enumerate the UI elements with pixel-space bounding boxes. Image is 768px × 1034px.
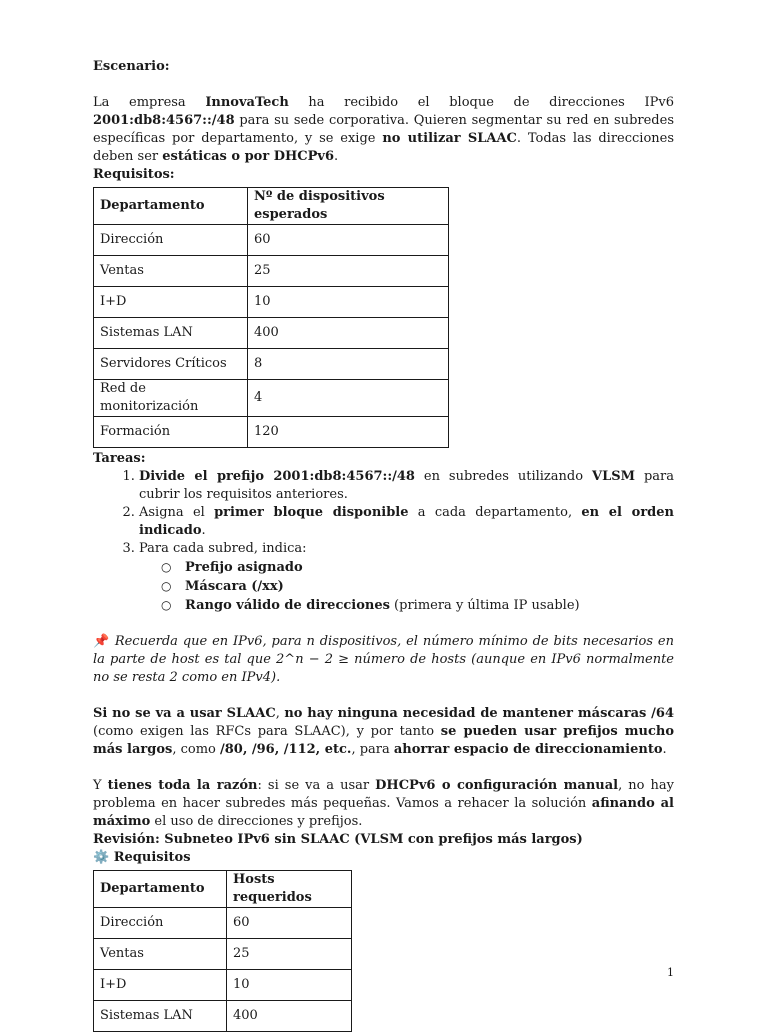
intro-paragraph: La empresa InnovaTech ha recibido el bloque de direcciones IPv6 2001:db8:4567::/48 para su sede corporativa. Quieren segmentar su red en subredes específicas por departamento, y se exige no utilizar SLAAC. Todas las direcciones deben ser estáticas o por DHCPv6. bbox=[93, 95, 675, 164]
table-cell: Sistemas LAN bbox=[94, 318, 248, 349]
table-cell: 25 bbox=[227, 939, 352, 970]
requisitos-heading: Requisitos: bbox=[93, 167, 175, 182]
table-row bbox=[94, 380, 449, 417]
list-item: 1. Divide el prefijo 2001:db8:4567::/48 en subredes utilizando VLSM para cubrir los requisitos anteriores. bbox=[139, 468, 674, 504]
table-cell: 10 bbox=[227, 970, 352, 1001]
table-row bbox=[94, 908, 352, 939]
slaac-paragraph: Si no se va a usar SLAAC, no hay ninguna necesidad de mantener máscaras /64 (como exigen las RFCs para SLAAC), y por tanto se pueden usar prefijos mucho más largos, como /80, /96, /112, etc., para ahorrar espacio de direccionamiento. bbox=[93, 706, 675, 757]
table-row bbox=[94, 349, 449, 380]
table-cell: Red de monitorización bbox=[94, 380, 248, 417]
table-cell: 60 bbox=[227, 908, 352, 939]
table-row bbox=[94, 225, 449, 256]
list-item: ○ Rango válido de direcciones (primera y última IP usable) bbox=[185, 596, 674, 615]
table-cell: 400 bbox=[248, 318, 449, 349]
table-cell: 25 bbox=[248, 256, 449, 287]
table-cell: 120 bbox=[248, 417, 449, 448]
table-header-row bbox=[94, 188, 449, 225]
escenario-heading: Escenario: bbox=[93, 59, 170, 74]
list-item: 2. Asigna el primer bloque disponible a cada departamento, en el orden indicado. bbox=[139, 504, 674, 540]
table-header-row bbox=[94, 871, 352, 908]
table-row bbox=[94, 417, 449, 448]
column-header: Departamento bbox=[94, 871, 227, 908]
table-row bbox=[94, 970, 352, 1001]
requisitos-subheading: ⚙️ Requisitos bbox=[93, 850, 191, 865]
table-cell: I+D bbox=[94, 287, 248, 318]
table-cell: 400 bbox=[227, 1001, 352, 1032]
revision-heading: Revisión: Subneteo IPv6 sin SLAAC (VLSM con prefijos más largos) bbox=[93, 832, 583, 847]
table-row bbox=[94, 287, 449, 318]
pushpin-icon: 📌 bbox=[93, 634, 110, 649]
document-page bbox=[93, 58, 674, 1034]
table-cell: 8 bbox=[248, 349, 449, 380]
table-cell: Sistemas LAN bbox=[94, 1001, 227, 1032]
devices-table bbox=[93, 187, 449, 448]
table-row bbox=[94, 256, 449, 287]
table-cell: Ventas bbox=[94, 256, 248, 287]
table-cell: Ventas bbox=[94, 939, 227, 970]
table-row bbox=[94, 318, 449, 349]
table-cell: Dirección bbox=[94, 908, 227, 939]
gear-icon: ⚙️ bbox=[93, 850, 110, 865]
table-cell: 60 bbox=[248, 225, 449, 256]
tareas-heading: Tareas: bbox=[93, 451, 146, 466]
list-item: 3. Para cada subred, indica: ○ Prefijo asignado ○ Máscara (/xx) ○ Rango válido de direcciones (primera y última IP usable) bbox=[139, 540, 674, 615]
column-header: Departamento bbox=[94, 188, 248, 225]
page-number: 1 bbox=[667, 966, 674, 979]
table-cell: 4 bbox=[248, 380, 449, 417]
list-item: ○ Máscara (/xx) bbox=[185, 577, 674, 596]
razon-paragraph: Y tienes toda la razón: si se va a usar DHCPv6 o configuración manual, no hay problema en hacer subredes más pequeñas. Vamos a rehacer la solución afinando al máximo el uso de direcciones y prefijos. bbox=[93, 778, 674, 829]
list-item: ○ Prefijo asignado bbox=[185, 558, 674, 577]
hosts-table bbox=[93, 870, 352, 1032]
column-header: Hosts requeridos bbox=[227, 871, 352, 908]
table-cell: Formación bbox=[94, 417, 248, 448]
column-header: Nº de dispositivos esperados bbox=[248, 188, 449, 225]
table-cell: Servidores Críticos bbox=[94, 349, 248, 380]
ipv6-note: 📌 Recuerda que en IPv6, para n dispositivos, el número mínimo de bits necesarios en la parte de host es tal que 2^n − 2 ≥ número de hosts (aunque en IPv6 normalmente no se resta 2 como en IPv4). bbox=[93, 634, 674, 685]
table-row bbox=[94, 939, 352, 970]
table-cell: 10 bbox=[248, 287, 449, 318]
subtask-list bbox=[139, 558, 674, 615]
table-cell: I+D bbox=[94, 970, 227, 1001]
table-cell: Dirección bbox=[94, 225, 248, 256]
table-row bbox=[94, 1001, 352, 1032]
tasks-list bbox=[93, 468, 674, 615]
